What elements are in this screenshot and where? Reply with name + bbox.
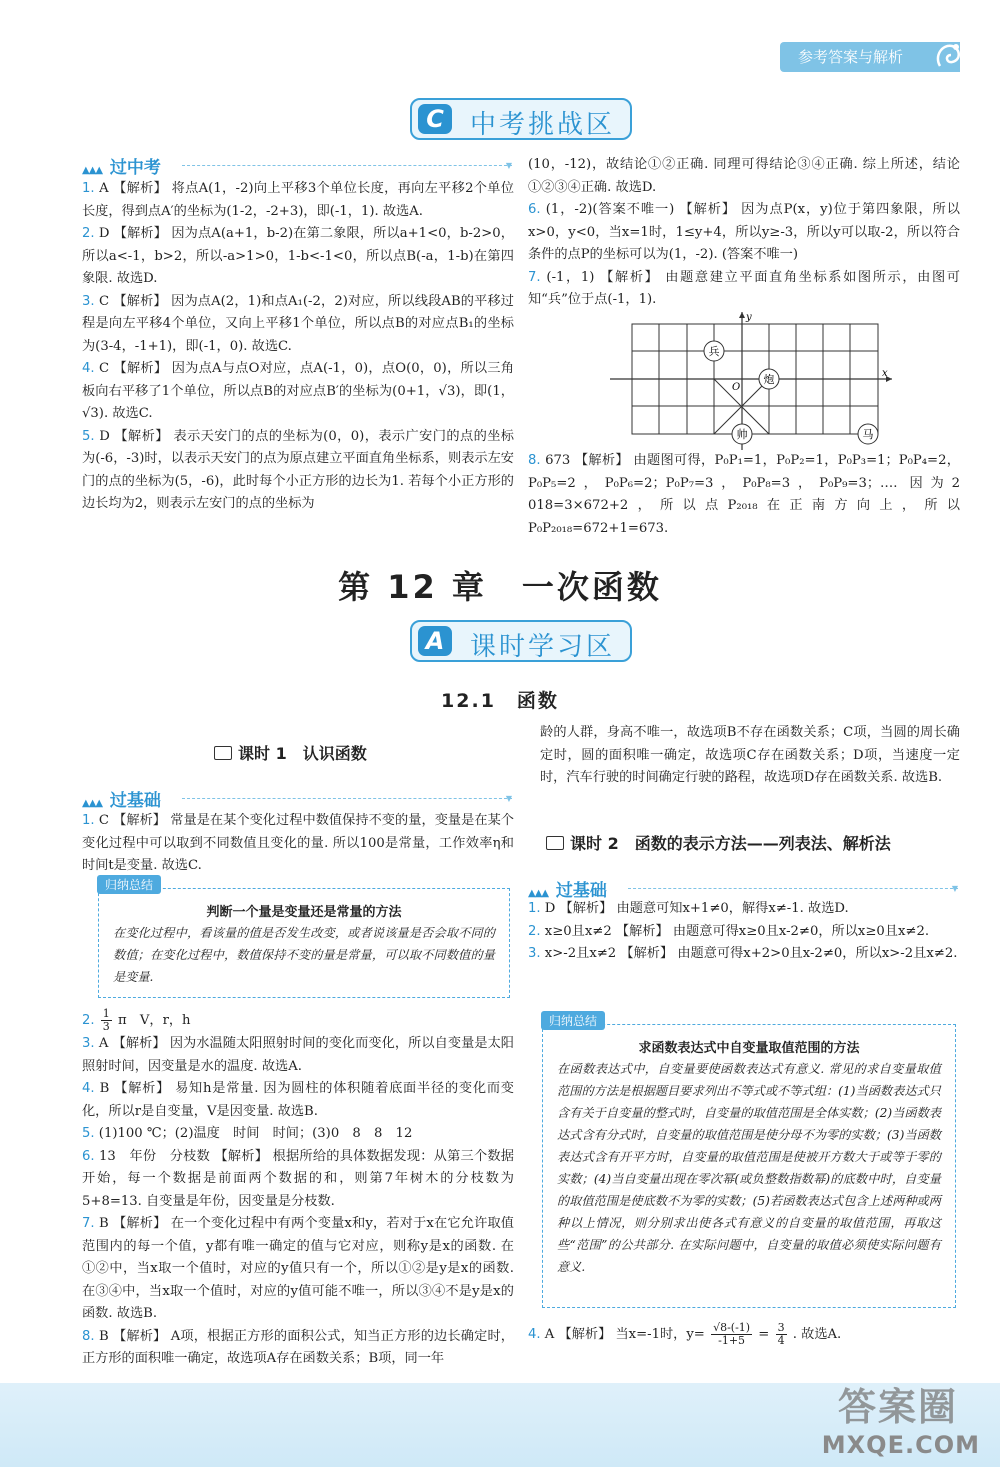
wave-icon: ▲▲▲ — [82, 798, 103, 809]
book-icon — [546, 836, 564, 850]
lesson2-item4: 4. A 【解析】 当x=-1时，y= $\frac{√8-(-1)}{-1+5}$ = $\frac{3}{4}$ . 故选A. — [528, 1321, 842, 1347]
answer-item — [82, 810, 514, 878]
answer-item — [82, 178, 514, 223]
item-number: 4. — [82, 1081, 95, 1096]
section-title: 12.1 函数 — [441, 690, 559, 712]
answer-item — [82, 1033, 514, 1078]
lesson2-items — [528, 898, 960, 966]
summary-title: 判断一个量是变量还是常量的方法 — [206, 905, 402, 920]
zone-a-letter: A — [418, 626, 452, 656]
item-number: 5. — [82, 1126, 95, 1141]
item-number: 5. — [82, 428, 95, 444]
watermark-logo: 答案圈 — [837, 1385, 958, 1429]
item-number: 2. — [528, 923, 541, 939]
answer-item — [82, 426, 514, 516]
item-number: 6. — [82, 1148, 95, 1164]
fraction: $\frac{3}{4}$ — [777, 1321, 785, 1347]
answer-item — [82, 291, 514, 359]
item-number: 8. — [528, 453, 541, 468]
item-text: D 【解析】 由题意可知x+1≠0，解得x≠-1. 故选D. — [544, 901, 849, 916]
item-number: 3. — [82, 1036, 95, 1051]
lesson1-item1 — [82, 810, 514, 878]
section-head-zhongkao: ▲▲▲ 过中考 ▼ — [82, 158, 512, 178]
answer-item — [82, 1326, 514, 1371]
answer-item — [528, 199, 960, 267]
right-top-answers — [528, 154, 960, 312]
chess-coordinate-figure — [610, 310, 900, 450]
item-text: C 【解析】 常量是在某个变化过程中数值保持不变的量，变量是在某个变化过程中可以取到不同数值且变化的量. 所以100是常量，工作效率η和时间t是变量. 故选C. — [82, 813, 514, 873]
item-text: C 【解析】 因为点A(2，1)和点A₁(-2，2)对应，所以线段AB的平移过程是向左平移4个单位，又向上平移1个单位，所以点B的对应点B₁的坐标为(3-4，-1+1)，即(-1，0). 故选C. — [82, 293, 514, 354]
swirl-icon — [932, 38, 966, 74]
item-text: 673 【解析】 由题图可得，P₀P₁=1，P₀P₂=1，P₀P₃=1；P₀P₄=2，P₀P₅=2，P₀P₆=2；P₀P₇=3，P₀P₈=3，P₀P₉=3；…. 因为2 018=3×672+2，所以点P₂₀₁₈在正南方向上，所以P₀P₂₀₁₈=672+1=673. — [528, 453, 960, 536]
item-text: (10，-12)，故结论①②正确. 同理可得结论③④正确. 综上所述，结论①②③④正确. 故选D. — [528, 157, 960, 195]
item-text: B 【解析】 A项，根据正方形的面积公式，知当正方形的边长确定时，正方形的面积唯一确定，故选项A存在函数关系；B项，同一年 — [82, 1328, 514, 1366]
lesson1-items: 2. $\frac{1}{3}$ π V，r，h 3. A 【解析】 因为水温随太阳照射时间的变化而变化，所以自变量是太阳照射时间，因变量是水的温度. 故选A. 4. B 【解析】 易知h是常量. 因为圆柱的体积随着底面半径的变化而变化，所以r是自变量，V是因变量. 故选B. 5. (1)100 ℃；(2)温度 时间 时间；(3)0 8 8 12 6. 13 年份 分枝数 【解析】 根据所给的具体数据发现：从第三个数据开始，每一个数据是前面两个数据的和，则第7年树木的分枝数为5+8=13. 自变量是年份，因变量是分枝数. 7. B 【解析】 在一个变化过程中有两个变量x和y，若对于x在它允许取值范围内的每一个值，y都有唯一确定的值与它对应，则称y是x的函数. 在①②中，当x取一个值时，对应的y值只有一个，所以①②是y是x的函数. 在③④中，当x取一个值时，对应的y值可能不唯一，所以③④不是y是x的函数. 故选B. 8. B 【解析】 A项，根据正方形的面积公式，知当正方形的边长确定时，正方形的面积唯一确定，故选项A存在函数关系；B项，同一年 — [82, 1008, 514, 1371]
answer-item — [528, 898, 960, 921]
x-axis-label: x — [882, 368, 888, 379]
item-text: (-1，1) 【解析】 由题意建立平面直角坐标系如图所示，由图可知“兵”位于点(-1，1). — [528, 269, 960, 307]
item-number: 7. — [528, 269, 541, 285]
answer-item — [82, 223, 514, 291]
summary-body: 在函数表达式中，自变量要使函数表达式有意义. 常见的求自变量取值范围的方法是根据题目要求列出不等式或不等式组：(1)当函数表达式只含有关于自变量的整式时，自变量的取值范围是全体实数；(2)当函数表达式含有分式时，自变量的取值范围是使分母不为零的实数；(3)当函数表达式含有开平方时，自变量的取值范围是使被开方数大于或等于零的实数；(4)当自变量出现在零次幂(或负整数指数幂)的底数中时，自变量的取值范围是使底数不为零的实数；(5)若函数表达式包含上述两种或两种以上情况，则分别求出使各式有意义的自变量的取值范围，再取这些“范围”的公共部分. 在实际问题中，自变量的取值必须使实际问题有意义. — [557, 1062, 941, 1274]
lesson-2-title: 课时 2 函数的表示方法——列表法、解析法 — [546, 831, 891, 854]
header-tab: 参考答案与解析 — [780, 42, 960, 72]
item-text: (1)100 ℃；(2)温度 时间 时间；(3)0 8 8 12 — [98, 1126, 413, 1141]
item-text: A 【解析】 将点A(1，-2)向上平移3个单位长度，再向左平移2个单位长度，得到点A′的坐标为(1-2，-2+3)，即(-1，1). 故选A. — [82, 181, 514, 219]
item-number: 1. — [82, 813, 95, 828]
summary-title: 求函数表达式中自变量取值范围的方法 — [638, 1041, 860, 1056]
summary-box-1 — [98, 878, 510, 998]
item-number: 3. — [528, 946, 541, 961]
item-text: 13 年份 分枝数 【解析】 根据所给的具体数据发现：从第三个数据开始，每一个数据是前面两个数据的和，则第7年树木的分枝数为5+8=13. 自变量是年份，因变量是分枝数. — [82, 1148, 514, 1209]
zone-c-name: 中考挑战区 — [470, 110, 616, 140]
item-number: 4. — [82, 361, 95, 376]
fraction: $\frac{√8-(-1)}{-1+5}$ — [713, 1321, 751, 1347]
item-text: D 【解析】 因为点A(a+1，b-2)在第二象限，所以a+1<0，b-2>0，所以a<-1，b>2，所以-a>1>0，1-b<-1<0，所以点B(-a，1-b)在第四象限. 故选D. — [82, 226, 514, 286]
item-text: B 【解析】 在一个变化过程中有两个变量x和y，若对于x在它允许取值范围内的每一个值，y都有唯一确定的值与它对应，则称y是x的函数. 在①②中，当x取一个值时，对应的y值只有一个，所以①②是y是x的函数. 在③④中，当x取一个值时，对应的y值可能不唯一，所以③④不是y是x的函数. 故选B. — [82, 1216, 514, 1321]
item-8 — [528, 450, 960, 540]
section-head-jichu-1: ▲▲▲ 过基础 ▼ — [82, 791, 512, 811]
zone-a-name: 课时学习区 — [470, 632, 616, 662]
answer-item — [82, 1078, 514, 1123]
wave-icon: ▲▲▲ — [82, 165, 103, 176]
answer-item — [82, 1146, 514, 1214]
answer-item — [528, 943, 960, 966]
item-number: 1. — [528, 901, 541, 916]
item-text: x≥0且x≠2 【解析】 由题意可得x≥0且x-2≠0，所以x≥0且x≠2. — [544, 923, 930, 939]
answer-item — [528, 154, 960, 199]
wave-icon: ▲▲▲ — [528, 888, 549, 899]
answer-item — [528, 921, 960, 944]
lesson-1-title: 课时 1 认识函数 — [214, 741, 367, 764]
left-top-answers — [82, 178, 514, 516]
answer-item — [528, 267, 960, 312]
item-text: B 【解析】 易知h是常量. 因为圆柱的体积随着底面半径的变化而变化，所以r是自变量，V是因变量. 故选B. — [82, 1081, 514, 1119]
zone-a-banner — [410, 620, 632, 662]
item-text: D 【解析】 表示天安门的点的坐标为(0，0)，表示广安门的点的坐标为(-6，-3)时，以表示天安门的点为原点建立平面直角坐标系，则表示左安门的点的坐标为(5，-6)，此时每个小正方形的边长为1. 若每个小正方形的边长均为2，则表示左安门的点的坐标为 — [82, 428, 514, 511]
chapter-title: 第 12 章 一次函数 — [338, 568, 662, 606]
chess-shuai: 帅 — [736, 428, 748, 441]
zone-c-banner — [410, 98, 632, 140]
bottom-band — [0, 1383, 1000, 1467]
item-number: 6. — [528, 202, 541, 217]
zone-c-letter: C — [418, 104, 452, 134]
watermark-url: MXQE.COM — [821, 1431, 980, 1459]
chess-pao: 炮 — [763, 373, 775, 386]
item-number: 8. — [82, 1328, 95, 1344]
item-text: C 【解析】 因为点A与点O对应，点A(-1，0)，点O(0，0)，所以三角板向右平移了1个单位，所以点B的对应点B′的坐标为(0+1，√3)，即(1，√3). 故选C. — [82, 361, 514, 421]
summary-body: 在变化过程中，看该量的值是否发生改变，或者说该量是否会取不同的数值；在变化过程中，数值保持不变的量是常量，可以取不同数值的量是变量. — [113, 926, 495, 984]
book-icon — [214, 746, 232, 760]
summary-box-2 — [542, 1014, 956, 1308]
answer-item — [82, 1213, 514, 1326]
item-number: 1. — [82, 181, 95, 196]
summary-tab: 归纳总结 — [541, 1011, 605, 1030]
answer-item — [82, 1123, 514, 1146]
chess-bing: 兵 — [708, 345, 720, 358]
y-axis-label: y — [746, 312, 752, 323]
chess-ma: 马 — [862, 428, 874, 441]
item-number: 7. — [82, 1216, 95, 1231]
origin-label: O — [732, 382, 741, 393]
summary-tab: 归纳总结 — [97, 875, 161, 894]
item-text: (1，-2)(答案不唯一) 【解析】 因为点P(x，y)位于第四象限，所以x>0，y<0，当x=1时，1≤y+4，所以y≥-3，所以y可以取-2，所以符合条件的点P的坐标可以为(1，-2). (答案不唯一) — [528, 202, 960, 262]
item-text: A 【解析】 因为水温随太阳照射时间的变化而变化，所以自变量是太阳照射时间，因变量是水的温度. 故选A. — [82, 1036, 514, 1074]
right-cont-text: 龄的人群，身高不唯一，故选项B不存在函数关系；C项，当圆的周长确定时，圆的面积唯一确定，故选项C存在函数关系；D项，当速度一定时，汽车行驶的时间确定行驶的路程，故选项D存在函数关系. 故选B. — [540, 725, 960, 785]
item-number: 2. — [82, 226, 95, 241]
fraction: $\frac{1}{3}$ — [102, 1007, 110, 1033]
item-text: x>-2且x≠2 【解析】 由题意可得x+2>0且x-2≠0，所以x>-2且x≠2. — [544, 946, 958, 961]
section-head-jichu-2: ▲▲▲ 过基础 ▼ — [528, 881, 958, 901]
item-number: 3. — [82, 293, 95, 309]
answer-item — [82, 358, 514, 426]
